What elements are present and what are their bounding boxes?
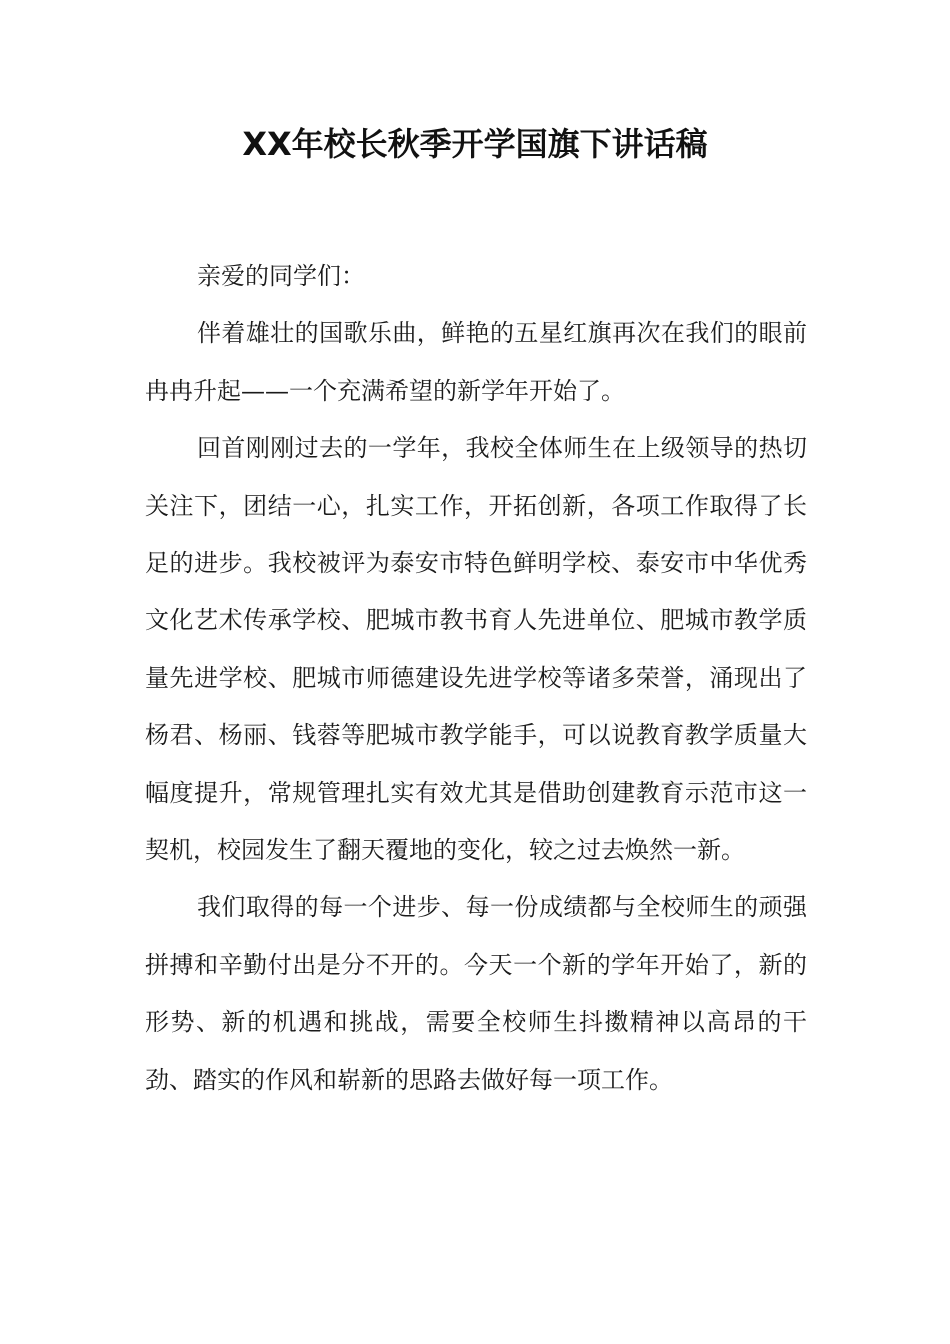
paragraph-3: 我们取得的每一个进步、每一份成绩都与全校师生的顽强拼搏和辛勤付出是分不开的。今天一个新的学年开始了，新的形势、新的机遇和挑战，需要全校师生抖擞精神以高昂的干劲、踏实的作风和崭新的思路去做好每一项工作。 <box>145 893 807 1094</box>
document-title: XX年校长秋季开学国旗下讲话稿 <box>242 125 708 163</box>
greeting-line: 亲爱的同学们： <box>197 262 365 290</box>
document-body <box>145 248 807 1109</box>
paragraph-1: 伴着雄壮的国歌乐曲，鲜艳的五星红旗再次在我们的眼前冉冉升起——一个充满希望的新学年开始了。 <box>145 319 807 405</box>
paragraph-2: 回首刚刚过去的一学年，我校全体师生在上级领导的热切关注下，团结一心，扎实工作，开拓创新，各项工作取得了长足的进步。我校被评为泰安市特色鲜明学校、泰安市中华优秀文化艺术传承学校、肥城市教书育人先进单位、肥城市教学质量先进学校、肥城市师德建设先进学校等诸多荣誉，涌现出了杨君、杨丽、钱蓉等肥城市教学能手，可以说教育教学质量大幅度提升，常规管理扎实有效尤其是借助创建教育示范市这一契机，校园发生了翻天覆地的变化，较之过去焕然一新。 <box>145 434 807 865</box>
